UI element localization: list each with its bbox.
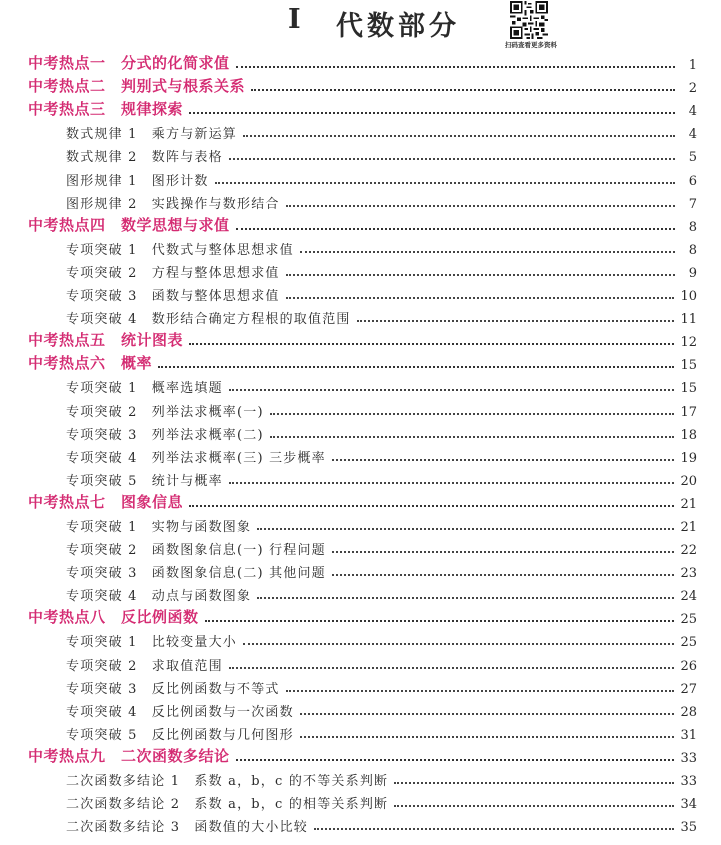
toc-subentry[interactable] <box>0 674 721 697</box>
toc-page-number: 17 <box>680 404 697 420</box>
toc-subentry[interactable] <box>0 512 721 535</box>
toc-subentry[interactable] <box>0 558 721 581</box>
toc-page-number: 4 <box>688 104 697 120</box>
dot-leader <box>229 482 675 484</box>
toc-subentry[interactable] <box>0 535 721 558</box>
toc-entry-title: 图形规律 2 实践操作与数形结合 <box>66 196 280 212</box>
toc-chapter-entry[interactable] <box>0 50 721 73</box>
toc-entry-title: 二次函数多结论 3 函数值的大小比较 <box>66 820 309 836</box>
qr-code-icon[interactable] <box>510 1 548 39</box>
toc-page-number: 28 <box>680 704 697 720</box>
toc-chapter-entry[interactable] <box>0 743 721 766</box>
dot-leader <box>189 343 674 345</box>
toc-page-number: 33 <box>680 750 697 766</box>
toc-subentry[interactable] <box>0 189 721 212</box>
toc-subentry[interactable] <box>0 650 721 673</box>
dot-leader <box>229 389 675 391</box>
table-of-contents <box>0 50 721 835</box>
section-title: 代数部分 <box>336 11 460 42</box>
toc-subentry[interactable] <box>0 466 721 489</box>
toc-page-number: 8 <box>688 242 697 258</box>
section-numeral: I <box>288 4 301 35</box>
toc-subentry[interactable] <box>0 812 721 835</box>
dot-leader <box>158 366 674 368</box>
toc-entry-title: 专项突破 3 反比例函数与不等式 <box>66 681 280 697</box>
toc-entry-title: 专项突破 1 概率选填题 <box>66 381 223 397</box>
toc-page-number: 24 <box>680 589 697 605</box>
toc-page-number: 33 <box>680 774 697 789</box>
dot-leader <box>189 112 675 114</box>
toc-chapter-entry[interactable] <box>0 96 721 119</box>
dot-leader <box>189 505 674 507</box>
toc-page-number: 34 <box>680 797 697 813</box>
toc-page-number: 11 <box>680 312 697 328</box>
toc-entry-title: 专项突破 4 数形结合确定方程根的取值范围 <box>66 312 351 328</box>
toc-page-number: 15 <box>680 381 697 397</box>
page-header <box>0 0 721 48</box>
toc-page-number: 4 <box>688 127 697 143</box>
dot-leader <box>257 528 674 530</box>
dot-leader <box>251 89 675 91</box>
dot-leader <box>357 320 675 322</box>
toc-page-number: 18 <box>680 427 697 443</box>
toc-entry-title: 中考热点二 判别式与根系关系 <box>28 77 246 96</box>
toc-subentry[interactable] <box>0 165 721 188</box>
toc-entry-title: 专项突破 5 统计与概率 <box>66 473 223 489</box>
dot-leader <box>286 297 675 299</box>
toc-entry-title: 专项突破 2 函数图象信息(一) 行程问题 <box>66 543 326 559</box>
toc-page-number: 8 <box>688 219 697 235</box>
toc-subentry[interactable] <box>0 304 721 327</box>
toc-entry-title: 图形规律 1 图形计数 <box>66 173 209 189</box>
toc-chapter-entry[interactable] <box>0 350 721 373</box>
dot-leader <box>286 690 675 692</box>
toc-page-number: 15 <box>680 358 697 374</box>
dot-leader <box>236 759 675 761</box>
toc-subentry[interactable] <box>0 396 721 419</box>
toc-entry-title: 二次函数多结论 1 系数 a，b，c 的不等关系判断 <box>66 774 389 789</box>
dot-leader <box>394 782 674 784</box>
toc-entry-title: 专项突破 2 方程与整体思想求值 <box>66 265 280 281</box>
toc-page-number: 1 <box>688 58 697 74</box>
toc-entry-title: 中考热点八 反比例函数 <box>28 608 199 627</box>
toc-page-number: 21 <box>680 496 697 512</box>
toc-entry-title: 专项突破 1 实物与函数图象 <box>66 519 252 535</box>
toc-page-number: 12 <box>680 335 697 351</box>
toc-entry-title: 专项突破 4 反比例函数与一次函数 <box>66 704 294 720</box>
dot-leader <box>236 228 675 230</box>
toc-subentry[interactable] <box>0 373 721 396</box>
toc-subentry[interactable] <box>0 720 721 743</box>
toc-chapter-entry[interactable] <box>0 73 721 96</box>
dot-leader <box>229 667 675 669</box>
toc-chapter-entry[interactable] <box>0 489 721 512</box>
dot-leader <box>300 251 675 253</box>
dot-leader <box>314 828 674 830</box>
toc-entry-title: 专项突破 5 反比例函数与几何图形 <box>66 727 294 743</box>
toc-entry-title: 专项突破 3 列举法求概率(二) <box>66 427 264 443</box>
toc-subentry[interactable] <box>0 281 721 304</box>
toc-entry-title: 专项突破 2 求取值范围 <box>66 658 223 674</box>
toc-subentry[interactable] <box>0 443 721 466</box>
toc-entry-title: 二次函数多结论 2 系数 a，b，c 的相等关系判断 <box>66 797 389 813</box>
toc-page-number: 5 <box>688 150 697 166</box>
toc-page-number: 25 <box>680 635 697 651</box>
toc-page-number: 19 <box>680 450 697 466</box>
dot-leader <box>300 736 675 738</box>
toc-page-number: 6 <box>688 173 697 189</box>
qr-block[interactable] <box>500 1 562 49</box>
toc-page-number: 26 <box>680 658 697 674</box>
toc-entry-title: 专项突破 2 列举法求概率(一) <box>66 404 264 420</box>
dot-leader <box>332 551 675 553</box>
toc-entry-title: 中考热点四 数学思想与求值 <box>28 215 230 234</box>
toc-subentry[interactable] <box>0 235 721 258</box>
dot-leader <box>243 643 674 645</box>
toc-entry-title: 数式规律 2 数阵与表格 <box>66 150 223 166</box>
toc-page-number: 7 <box>688 196 697 212</box>
toc-subentry[interactable] <box>0 119 721 142</box>
toc-entry-title: 数式规律 1 乘方与新运算 <box>66 127 238 143</box>
toc-page-number: 10 <box>680 289 697 305</box>
toc-page-number: 2 <box>688 81 697 97</box>
toc-subentry[interactable] <box>0 581 721 604</box>
dot-leader <box>332 574 675 576</box>
dot-leader <box>236 66 675 68</box>
dot-leader <box>286 274 675 276</box>
toc-page-number: 21 <box>680 519 697 535</box>
toc-entry-title: 中考热点五 统计图表 <box>28 331 184 350</box>
dot-leader <box>215 182 675 184</box>
dot-leader <box>205 620 675 622</box>
toc-page-number: 20 <box>680 473 697 489</box>
toc-page-number: 9 <box>688 265 697 281</box>
toc-page-number: 31 <box>680 727 697 743</box>
toc-chapter-entry[interactable] <box>0 327 721 350</box>
toc-page-number: 27 <box>680 681 697 697</box>
toc-entry-title: 中考热点六 概率 <box>28 354 153 373</box>
toc-entry-title: 中考热点七 图象信息 <box>28 492 184 511</box>
dot-leader <box>332 459 675 461</box>
toc-entry-title: 中考热点三 规律探索 <box>28 100 184 119</box>
toc-page-number: 22 <box>680 543 697 559</box>
toc-entry-title: 专项突破 1 代数式与整体思想求值 <box>66 242 294 258</box>
toc-entry-title: 专项突破 1 比较变量大小 <box>66 635 238 651</box>
toc-chapter-entry[interactable] <box>0 212 721 235</box>
toc-subentry[interactable] <box>0 627 721 650</box>
toc-entry-title: 中考热点九 二次函数多结论 <box>28 746 230 765</box>
toc-subentry[interactable] <box>0 697 721 720</box>
dot-leader <box>394 805 674 807</box>
toc-entry-title: 专项突破 4 列举法求概率(三) 三步概率 <box>66 450 326 466</box>
dot-leader <box>229 158 675 160</box>
toc-page-number: 25 <box>680 612 697 628</box>
dot-leader <box>286 205 675 207</box>
toc-subentry[interactable] <box>0 420 721 443</box>
dot-leader <box>270 413 675 415</box>
qr-caption: 扫码查看更多资料 <box>505 41 557 49</box>
toc-page-number: 23 <box>680 566 697 582</box>
toc-subentry[interactable] <box>0 766 721 789</box>
toc-entry-title: 专项突破 3 函数图象信息(二) 其他问题 <box>66 566 326 582</box>
toc-page-number: 35 <box>680 820 697 836</box>
toc-entry-title: 中考热点一 分式的化简求值 <box>28 54 230 73</box>
toc-subentry[interactable] <box>0 258 721 281</box>
dot-leader <box>270 436 675 438</box>
toc-subentry[interactable] <box>0 142 721 165</box>
toc-chapter-entry[interactable] <box>0 604 721 627</box>
dot-leader <box>257 597 674 599</box>
toc-entry-title: 专项突破 4 动点与函数图象 <box>66 589 252 605</box>
dot-leader <box>300 713 675 715</box>
toc-entry-title: 专项突破 3 函数与整体思想求值 <box>66 289 280 305</box>
dot-leader <box>243 135 675 137</box>
toc-subentry[interactable] <box>0 789 721 812</box>
